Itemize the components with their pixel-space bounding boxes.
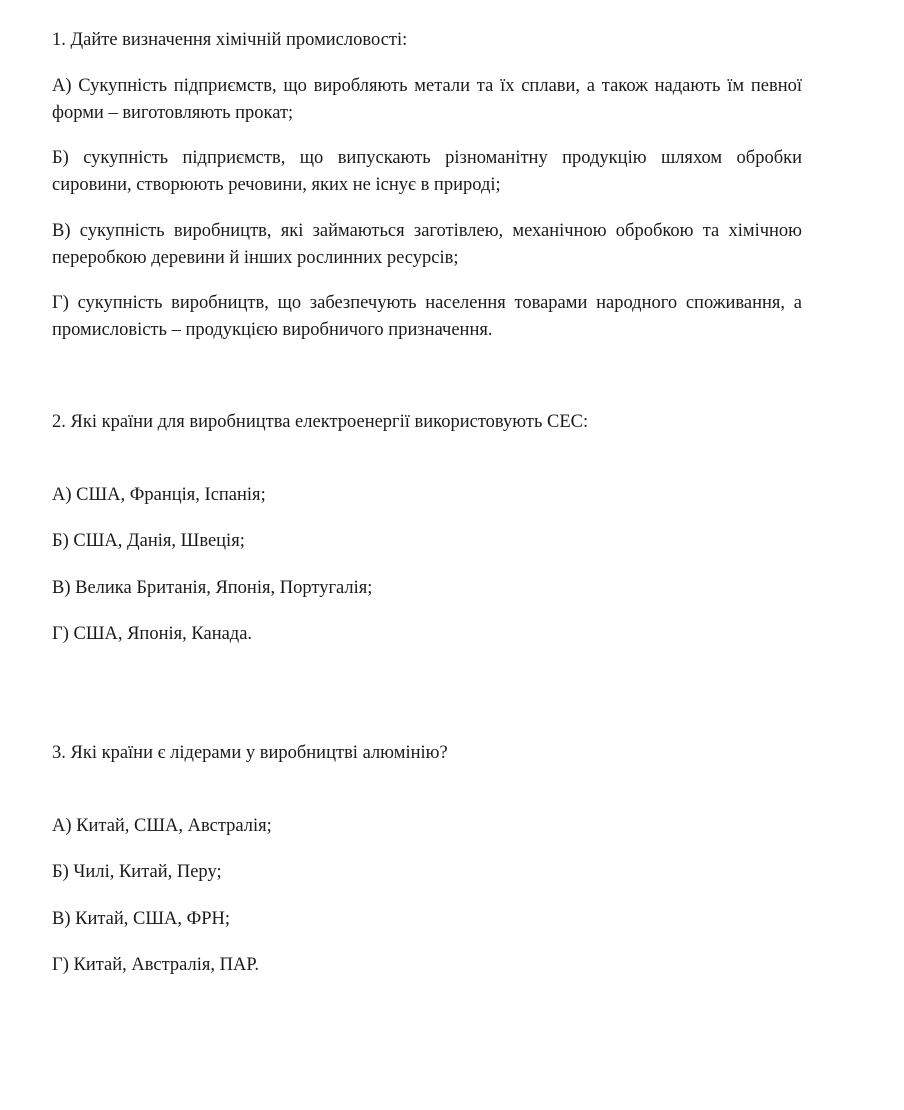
question-3-option-b: Б) Чилі, Китай, Перу; <box>52 862 222 882</box>
question-2-text: 2. Які країни для виробництва електроенергії використовують СЕС: <box>52 412 589 432</box>
question-2-option-d: Г) США, Японія, Канада. <box>52 624 253 644</box>
question-3-option-a: А) Китай, США, Австралія; <box>52 816 272 836</box>
question-1-option-d: Г) сукупність виробництв, що забезпечують населення товарами народного споживання, а промисловість – продукцією виробничого призначення. <box>52 293 802 340</box>
question-3-option-d: Г) Китай, Австралія, ПАР. <box>52 955 259 975</box>
question-2-option-c: В) Велика Британія, Японія, Португалія; <box>52 578 373 598</box>
question-1-text: 1. Дайте визначення хімічній промисловості: <box>52 30 408 50</box>
question-3-option-c: В) Китай, США, ФРН; <box>52 909 231 929</box>
question-3-text: 3. Які країни є лідерами у виробництві алюмінію? <box>52 743 448 763</box>
question-1-option-c: В) сукупність виробництв, які займаються заготівлею, механічною обробкою та хімічною переробкою деревини й інших рослинних ресурсів; <box>52 221 802 268</box>
question-1-option-a: А) Сукупність підприємств, що виробляють метали та їх сплави, а також надають їм певної форми – виготовляють прокат; <box>52 76 802 123</box>
question-1-option-b: Б) сукупність підприємств, що випускають різноманітну продукцію шляхом обробки сировини, створюють речовини, яких не існує в природі; <box>52 148 802 195</box>
question-2-option-b: Б) США, Данія, Швеція; <box>52 531 245 551</box>
cut-off-header <box>212 0 752 4</box>
question-2-option-a: А) США, Франція, Іспанія; <box>52 485 266 505</box>
